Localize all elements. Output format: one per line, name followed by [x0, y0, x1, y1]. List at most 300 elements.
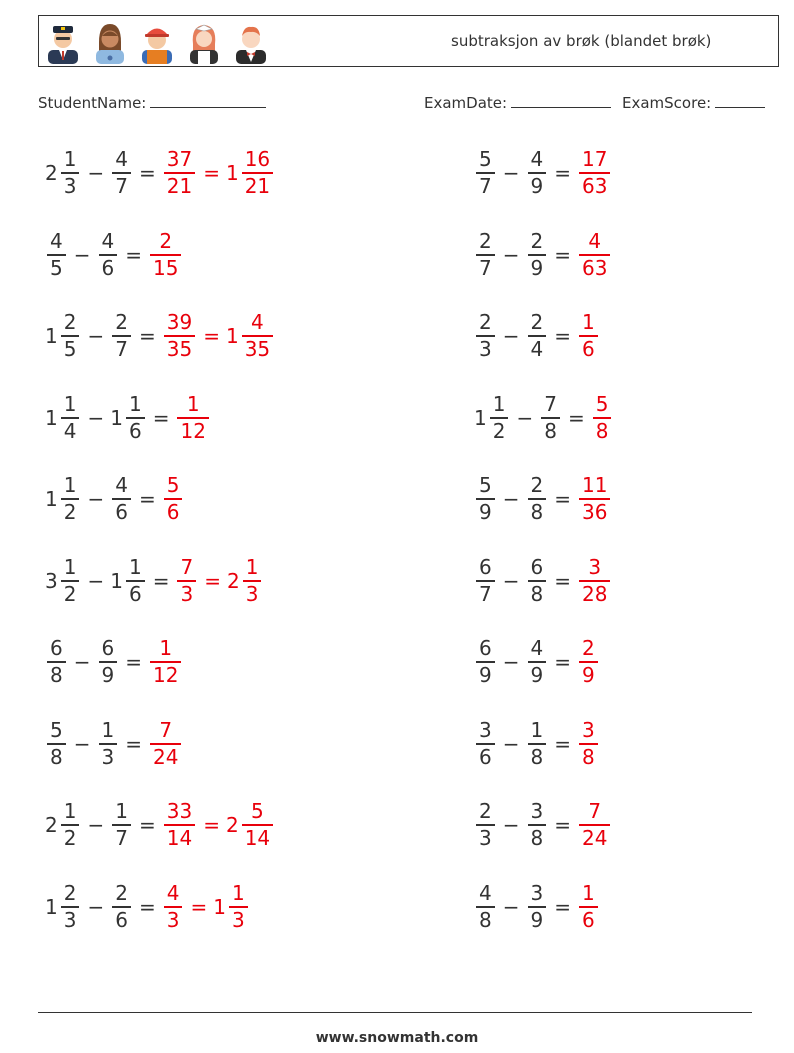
denominator: 3 — [231, 907, 245, 932]
denominator: 6 — [479, 744, 492, 769]
denominator: 24 — [582, 825, 608, 850]
woman-avatar-icon — [91, 20, 129, 64]
fraction — [528, 881, 547, 933]
denominator: 14 — [166, 825, 193, 850]
denominator: 3 — [63, 173, 77, 198]
student-name-field — [38, 93, 266, 112]
minuend — [45, 147, 81, 199]
numerator: 2 — [479, 310, 492, 335]
problem-item — [474, 143, 612, 203]
equals-sign: = — [567, 406, 585, 430]
problem-item — [45, 388, 211, 448]
fraction — [579, 147, 610, 199]
minuend — [45, 473, 81, 525]
minuend — [474, 799, 497, 851]
fraction — [61, 310, 80, 362]
waiter-avatar-icon — [232, 20, 270, 64]
answer-equals-sign: = — [203, 161, 220, 185]
fraction — [528, 310, 547, 362]
numerator: 2 — [479, 799, 492, 824]
simplified-answer — [227, 555, 263, 607]
answer-fraction — [591, 392, 614, 444]
answer — [175, 555, 263, 607]
numerator: 2 — [530, 473, 544, 498]
answer — [577, 881, 600, 933]
minus-sign: − — [87, 406, 105, 430]
denominator: 8 — [544, 418, 557, 443]
numerator: 1 — [492, 392, 506, 417]
exam-score-blank[interactable] — [715, 93, 765, 108]
numerator: 3 — [582, 718, 595, 743]
subtrahend — [97, 229, 120, 281]
minuend — [45, 881, 81, 933]
denominator: 4 — [530, 336, 544, 361]
denominator: 9 — [530, 255, 544, 280]
numerator: 2 — [479, 229, 492, 254]
numerator: 1 — [245, 555, 259, 580]
numerator: 7 — [180, 555, 194, 580]
answer — [162, 147, 275, 199]
denominator: 3 — [166, 907, 180, 932]
whole-number: 1 — [110, 406, 123, 430]
fraction — [112, 473, 131, 525]
denominator: 12 — [153, 662, 179, 687]
fraction — [177, 392, 208, 444]
denominator: 9 — [530, 907, 544, 932]
numerator: 3 — [530, 799, 544, 824]
numerator: 6 — [479, 555, 492, 580]
numerator: 7 — [588, 799, 602, 824]
simplified-answer — [226, 147, 275, 199]
answer-fraction — [577, 229, 612, 281]
denominator: 9 — [101, 662, 115, 687]
answer-fraction — [148, 636, 183, 688]
numerator: 1 — [582, 310, 595, 335]
denominator: 6 — [101, 255, 115, 280]
minuend — [45, 636, 68, 688]
numerator: 4 — [101, 229, 115, 254]
denominator: 35 — [166, 336, 193, 361]
equals-sign: = — [554, 324, 571, 348]
subtrahend — [110, 799, 133, 851]
fraction — [476, 636, 495, 688]
denominator: 24 — [153, 744, 179, 769]
problem-item — [474, 306, 600, 366]
answer-fraction — [162, 310, 197, 362]
denominator: 14 — [244, 825, 271, 850]
minuend — [474, 718, 497, 770]
numerator: 3 — [588, 555, 602, 580]
fraction — [242, 310, 273, 362]
numerator: 2 — [115, 881, 128, 906]
exam-date-blank[interactable] — [511, 93, 611, 108]
denominator: 63 — [582, 255, 608, 280]
denominator: 7 — [479, 581, 492, 606]
fraction — [490, 392, 509, 444]
denominator: 3 — [63, 907, 77, 932]
denominator: 6 — [115, 499, 128, 524]
fraction — [528, 718, 547, 770]
minus-sign: − — [87, 895, 105, 919]
fraction — [164, 799, 195, 851]
answer — [175, 392, 210, 444]
denominator: 9 — [530, 173, 544, 198]
denominator: 6 — [582, 336, 595, 361]
whole-number: 1 — [110, 569, 123, 593]
fraction — [164, 473, 183, 525]
fraction — [61, 147, 80, 199]
numerator: 2 — [115, 310, 128, 335]
answer-equals-sign: = — [204, 569, 221, 593]
numerator: 4 — [166, 881, 180, 906]
fraction — [593, 392, 612, 444]
problem-item — [45, 795, 275, 855]
denominator: 2 — [63, 581, 77, 606]
denominator: 8 — [530, 581, 544, 606]
denominator: 6 — [115, 907, 128, 932]
answer — [577, 473, 612, 525]
numerator: 1 — [63, 555, 77, 580]
numerator: 4 — [530, 636, 544, 661]
minuend — [45, 718, 68, 770]
subtrahend — [539, 392, 562, 444]
fraction — [112, 881, 131, 933]
denominator: 15 — [153, 255, 179, 280]
denominator: 4 — [63, 418, 77, 443]
equals-sign: = — [554, 487, 571, 511]
student-name-label: StudentName: — [38, 94, 147, 112]
denominator: 8 — [50, 744, 63, 769]
numerator: 2 — [63, 881, 77, 906]
whole-number: 1 — [45, 487, 58, 511]
fraction — [47, 718, 66, 770]
answer-fraction — [577, 718, 600, 770]
numerator: 2 — [63, 310, 77, 335]
simplified-answer — [226, 799, 275, 851]
fraction — [126, 555, 145, 607]
denominator: 6 — [128, 418, 142, 443]
denominator: 8 — [530, 744, 544, 769]
fraction — [47, 636, 66, 688]
fraction — [99, 636, 118, 688]
minuend — [474, 881, 497, 933]
answer-fraction — [577, 636, 600, 688]
subtrahend — [526, 799, 549, 851]
answer — [577, 636, 600, 688]
denominator: 3 — [479, 336, 492, 361]
equals-sign: = — [554, 569, 571, 593]
numerator: 1 — [128, 555, 142, 580]
denominator: 9 — [582, 662, 595, 687]
subtrahend — [526, 147, 549, 199]
numerator: 4 — [50, 229, 63, 254]
minus-sign: − — [502, 895, 520, 919]
answer — [148, 229, 183, 281]
problem-item — [45, 225, 183, 285]
denominator: 2 — [492, 418, 506, 443]
fraction — [112, 147, 131, 199]
numerator: 5 — [479, 473, 492, 498]
subtrahend — [526, 229, 549, 281]
whole-number: 1 — [45, 324, 58, 348]
numerator: 1 — [186, 392, 200, 417]
subtrahend — [97, 636, 120, 688]
denominator: 8 — [530, 825, 544, 850]
minus-sign: − — [87, 324, 105, 348]
equals-sign: = — [125, 243, 142, 267]
numerator: 5 — [50, 718, 63, 743]
minus-sign: − — [87, 161, 105, 185]
minuend — [45, 799, 81, 851]
whole-number: 2 — [226, 569, 240, 593]
problem-item — [474, 388, 613, 448]
subtrahend — [110, 473, 133, 525]
numerator: 1 — [231, 881, 245, 906]
answer — [591, 392, 614, 444]
footer-url: www.snowmath.com — [315, 1030, 479, 1046]
fraction — [476, 310, 495, 362]
answer — [577, 718, 600, 770]
student-name-blank[interactable] — [150, 93, 266, 108]
fraction — [579, 636, 598, 688]
whole-number: 1 — [225, 324, 239, 348]
numerator: 1 — [63, 147, 77, 172]
numerator: 7 — [544, 392, 557, 417]
denominator: 9 — [479, 662, 492, 687]
numerator: 39 — [166, 310, 193, 335]
numerator: 2 — [582, 636, 595, 661]
fraction — [61, 881, 80, 933]
problem-item — [474, 795, 612, 855]
numerator: 7 — [159, 718, 173, 743]
numerator: 4 — [115, 147, 128, 172]
fraction — [126, 392, 145, 444]
fraction — [150, 229, 181, 281]
fraction — [579, 799, 610, 851]
fraction — [579, 718, 598, 770]
numerator: 5 — [166, 473, 180, 498]
answer-fraction — [577, 799, 612, 851]
minuend — [474, 147, 497, 199]
fraction — [528, 555, 547, 607]
denominator: 21 — [244, 173, 271, 198]
numerator: 1 — [63, 473, 77, 498]
numerator: 2 — [530, 310, 544, 335]
fraction — [579, 881, 598, 933]
minus-sign: − — [502, 324, 520, 348]
answer-fraction — [175, 392, 210, 444]
answer — [162, 310, 275, 362]
fraction — [579, 310, 598, 362]
equals-sign: = — [138, 487, 156, 511]
denominator: 3 — [101, 744, 115, 769]
fraction — [528, 473, 547, 525]
equals-sign: = — [554, 813, 571, 837]
fraction — [164, 147, 195, 199]
exam-date-field — [424, 93, 611, 112]
minuend — [45, 310, 81, 362]
numerator: 3 — [479, 718, 492, 743]
numerator: 1 — [582, 881, 595, 906]
answer-fraction — [577, 147, 612, 199]
numerator: 6 — [101, 636, 115, 661]
problem-item — [45, 469, 184, 529]
answer-fraction — [577, 555, 612, 607]
denominator: 8 — [595, 418, 609, 443]
fraction — [579, 229, 610, 281]
answer — [162, 881, 250, 933]
answer-fraction — [577, 310, 600, 362]
answer — [577, 147, 612, 199]
problem-item — [45, 306, 275, 366]
fraction — [579, 555, 610, 607]
exam-score-label: ExamScore: — [622, 94, 712, 112]
whole-number: 1 — [45, 895, 58, 919]
fraction — [476, 555, 495, 607]
equals-sign: = — [125, 650, 142, 674]
fraction — [177, 555, 196, 607]
simplified-answer — [226, 310, 275, 362]
fraction — [476, 881, 495, 933]
fraction — [476, 147, 495, 199]
minuend — [474, 636, 497, 688]
fraction — [112, 310, 131, 362]
minus-sign: − — [87, 569, 105, 593]
minus-sign: − — [502, 569, 520, 593]
minuend — [45, 555, 81, 607]
problem-item — [474, 714, 600, 774]
answer — [577, 229, 612, 281]
maid-avatar-icon — [185, 20, 223, 64]
answer — [577, 799, 612, 851]
whole-number: 2 — [45, 813, 58, 837]
denominator: 9 — [479, 499, 492, 524]
whole-number: 1 — [474, 406, 487, 430]
fraction — [112, 799, 131, 851]
denominator: 2 — [63, 825, 77, 850]
numerator: 17 — [582, 147, 608, 172]
numerator: 1 — [101, 718, 115, 743]
numerator: 1 — [159, 636, 173, 661]
numerator: 6 — [479, 636, 492, 661]
answer — [577, 555, 612, 607]
answer — [577, 310, 600, 362]
answer-fraction — [148, 229, 183, 281]
equals-sign: = — [138, 324, 156, 348]
whole-number: 2 — [225, 813, 239, 837]
numerator: 16 — [244, 147, 271, 172]
equals-sign: = — [554, 161, 571, 185]
denominator: 21 — [166, 173, 193, 198]
whole-number: 1 — [45, 406, 58, 430]
answer-equals-sign: = — [203, 813, 220, 837]
denominator: 12 — [180, 418, 206, 443]
whole-number: 3 — [45, 569, 58, 593]
answer — [162, 473, 185, 525]
denominator: 7 — [479, 173, 492, 198]
numerator: 1 — [63, 799, 77, 824]
equals-sign: = — [138, 161, 156, 185]
fraction — [164, 310, 195, 362]
numerator: 2 — [159, 229, 173, 254]
equals-sign: = — [138, 895, 156, 919]
numerator: 5 — [595, 392, 609, 417]
equals-sign: = — [554, 650, 571, 674]
fraction — [528, 799, 547, 851]
numerator: 11 — [582, 473, 608, 498]
minus-sign: − — [502, 243, 520, 267]
minus-sign: − — [73, 732, 91, 756]
subtrahend — [526, 473, 549, 525]
minuend — [474, 310, 497, 362]
fraction — [528, 636, 547, 688]
minus-sign: − — [502, 732, 520, 756]
subtrahend — [526, 636, 549, 688]
denominator: 6 — [582, 907, 595, 932]
denominator: 3 — [479, 825, 492, 850]
denominator: 7 — [115, 825, 128, 850]
equals-sign: = — [554, 243, 571, 267]
denominator: 3 — [180, 581, 194, 606]
numerator: 6 — [50, 636, 63, 661]
answer — [148, 636, 183, 688]
fraction — [528, 229, 547, 281]
equals-sign: = — [554, 895, 571, 919]
minuend — [45, 392, 81, 444]
minuend — [474, 392, 510, 444]
denominator: 7 — [479, 255, 492, 280]
fraction — [61, 799, 80, 851]
numerator: 1 — [115, 799, 128, 824]
fraction — [47, 229, 66, 281]
fraction — [476, 473, 495, 525]
equals-sign: = — [125, 732, 142, 756]
answer-fraction — [175, 555, 198, 607]
minuend — [474, 555, 497, 607]
problem-item — [474, 877, 600, 937]
fraction — [150, 718, 181, 770]
answer-fraction — [162, 799, 197, 851]
avatar-row — [44, 20, 270, 64]
denominator: 35 — [244, 336, 271, 361]
numerator: 3 — [530, 881, 544, 906]
denominator: 28 — [582, 581, 608, 606]
whole-number: 2 — [45, 161, 58, 185]
answer-equals-sign: = — [190, 895, 208, 919]
problem-item — [45, 714, 183, 774]
denominator: 8 — [530, 499, 544, 524]
minus-sign: − — [87, 813, 105, 837]
denominator: 3 — [245, 581, 259, 606]
fraction — [164, 881, 183, 933]
minus-sign: − — [502, 161, 520, 185]
problem-item — [474, 632, 600, 692]
subtrahend — [97, 718, 120, 770]
exam-score-field — [622, 93, 765, 112]
problem-item — [474, 469, 612, 529]
denominator: 8 — [479, 907, 492, 932]
problem-item — [45, 551, 263, 611]
problem-item — [45, 632, 183, 692]
minus-sign: − — [502, 487, 520, 511]
worksheet-header — [38, 15, 779, 67]
numerator: 4 — [588, 229, 602, 254]
fraction — [61, 555, 80, 607]
fraction — [61, 473, 80, 525]
fraction — [242, 799, 273, 851]
denominator: 7 — [115, 173, 128, 198]
equals-sign: = — [152, 569, 170, 593]
